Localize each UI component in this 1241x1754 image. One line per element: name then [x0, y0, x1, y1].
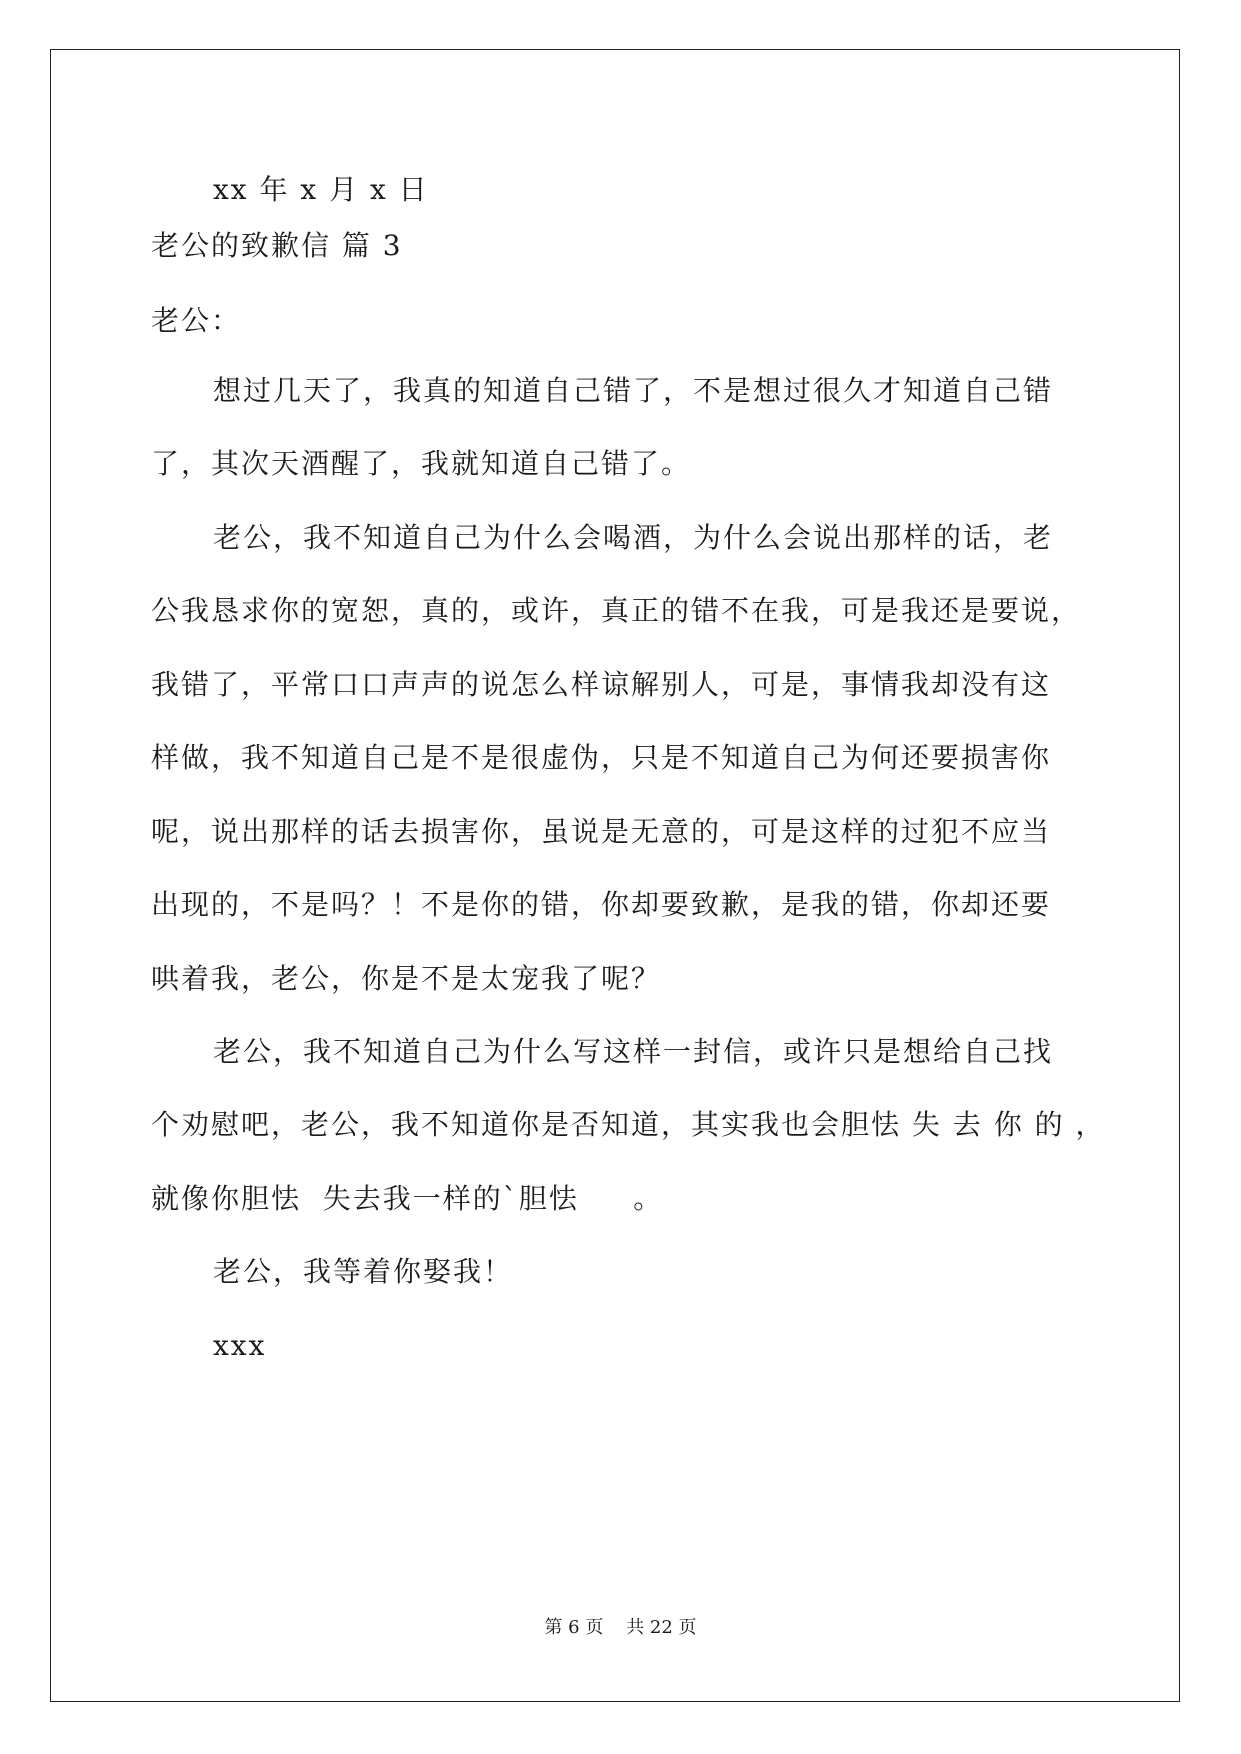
- body-line: 呢，说出那样的话去损害你，虽说是无意的，可是这样的过犯不应当: [151, 815, 1052, 848]
- body-line: 哄着我，老公，你是不是太宠我了呢？: [151, 962, 662, 995]
- letter-heading: 老公的致歉信 篇 3: [151, 229, 403, 262]
- body-line: 公我恳求你的宽恕，真的，或许，真正的错不在我，可是我还是要说，: [151, 594, 1082, 627]
- page-border: [50, 49, 1180, 1702]
- body-line: 样做，我不知道自己是不是很虚伪，只是不知道自己为何还要损害你: [151, 741, 1052, 774]
- body-line: 老公，我等着你娶我！: [213, 1255, 514, 1288]
- signature: xxx: [213, 1329, 267, 1362]
- body-line: 老公，我不知道自己为什么写这样一封信，或许只是想给自己找: [213, 1035, 1054, 1068]
- body-line: 就像你胆怯 失去我一样的`胆怯 。: [151, 1182, 664, 1215]
- body-line: 想过几天了，我真的知道自己错了，不是想过很久才知道自己错: [213, 374, 1054, 407]
- body-line: 了，其次天酒醒了，我就知道自己错了。: [151, 447, 692, 480]
- salutation: 老公：: [151, 304, 242, 337]
- body-line: 个劝慰吧，老公，我不知道你是否知道，其实我也会胆怯 失 去 你 的 ，: [151, 1108, 1106, 1141]
- page-footer: 第 6 页 共 22 页: [544, 1617, 697, 1638]
- body-line: 老公，我不知道自己为什么会喝酒，为什么会说出那样的话，老: [213, 521, 1054, 554]
- body-line: 我错了，平常口口声声的说怎么样谅解别人，可是，事情我却没有这: [151, 668, 1052, 701]
- body-line: 出现的，不是吗？！不是你的错，你却要致歉，是我的错，你却还要: [151, 888, 1052, 921]
- date-line: xx 年 x 月 x 日: [213, 173, 429, 206]
